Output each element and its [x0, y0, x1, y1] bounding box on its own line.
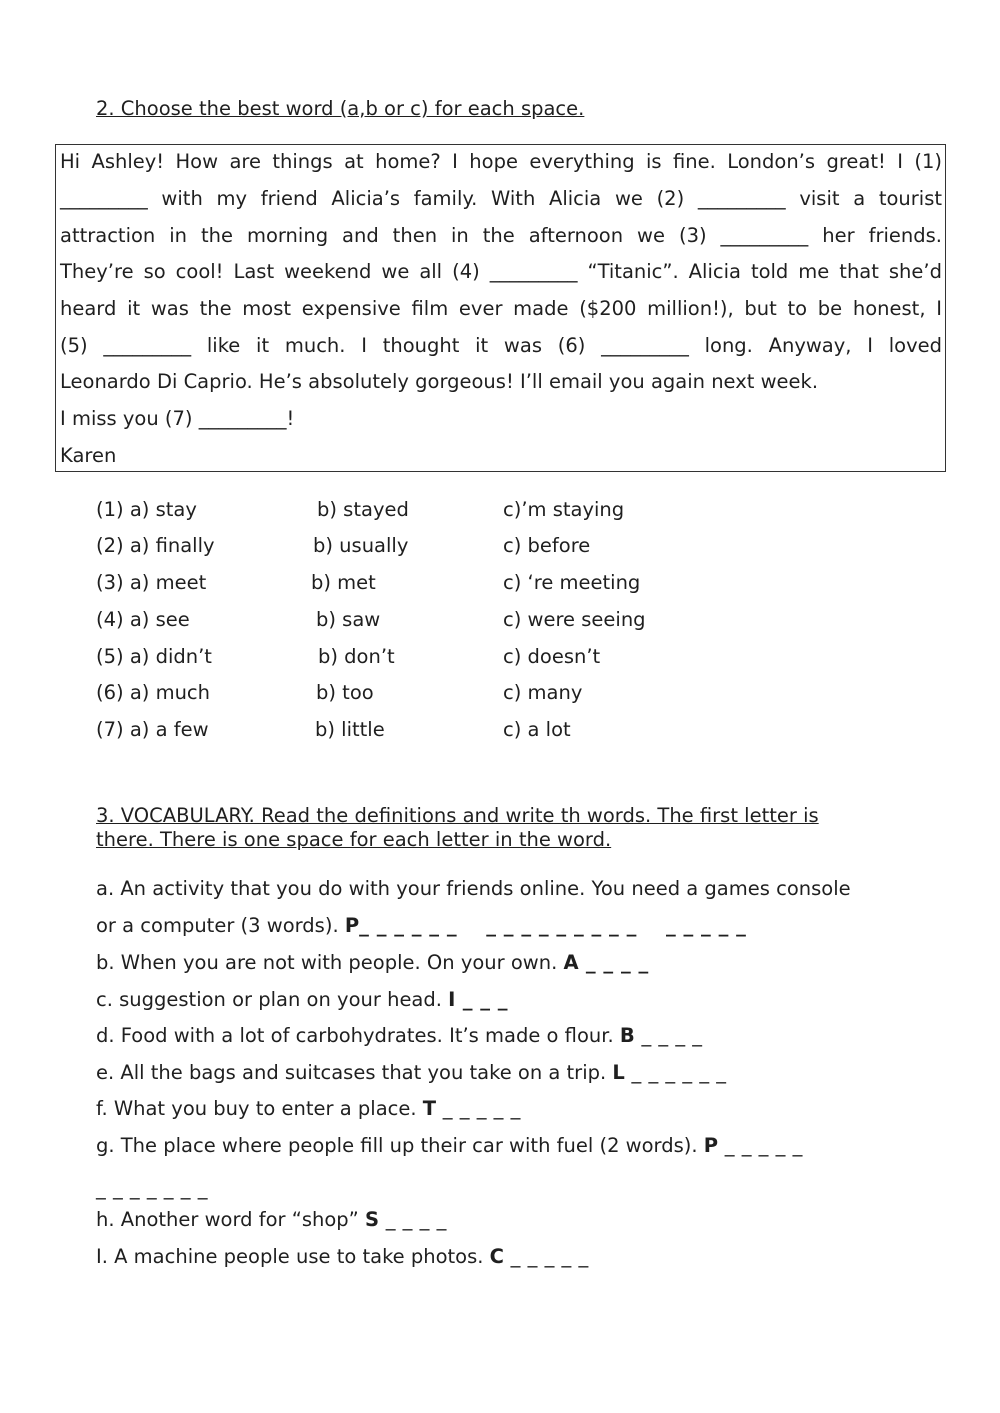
vocab-item-e-letter: L [612, 1061, 625, 1084]
vocab-item-b-letter: A [563, 951, 579, 974]
option-5a: (5) a) didn’t [96, 645, 212, 668]
vocab-item-c-letter: I [448, 988, 456, 1011]
option-7c: c) a lot [503, 718, 571, 741]
vocab-item-a-letter: P [344, 914, 360, 937]
vocab-item-h-text: h. Another word for “shop” [96, 1208, 365, 1231]
option-4b: b) saw [316, 608, 381, 631]
vocab-item-a-line-1: a. An activity that you do with your friends online. You need a games console [96, 877, 851, 900]
vocab-item-d [96, 1021, 703, 1051]
vocab-item-a-blanks: _ _ _ _ _ _ _ _ _ _ _ _ _ _ _ _ _ _ _ _ [359, 914, 747, 937]
vocab-item-g-blanks: _ _ _ _ _ [718, 1134, 803, 1157]
section-3-heading-line-2: there. There is one space for each letter in the word. [96, 828, 612, 851]
vocab-item-h-blanks: _ _ _ _ [379, 1208, 447, 1231]
section-2-heading: 2. Choose the best word (a,b or c) for each space. [96, 97, 585, 120]
vocab-item-a-line-2 [96, 911, 746, 941]
vocab-item-a-text: or a computer (3 words). [96, 914, 345, 937]
vocab-item-i-letter: C [489, 1245, 504, 1268]
option-4a: (4) a) see [96, 608, 190, 631]
vocab-item-g-text: g. The place where people fill up their car with fuel (2 words). [96, 1134, 704, 1157]
vocab-item-h [96, 1205, 447, 1235]
letter-signature: Karen [60, 444, 117, 467]
vocab-item-d-letter: B [619, 1024, 635, 1047]
option-6a: (6) a) much [96, 681, 211, 704]
letter-line-3: attraction in the morning and then in the afternoon we (3) _________ her friends. [60, 224, 942, 247]
letter-line-1: Hi Ashley! How are things at home? I hope everything is fine. London’s great! I (1) [60, 150, 942, 173]
vocab-item-c-blanks: _ _ _ [455, 988, 509, 1011]
vocab-item-i-blanks: _ _ _ _ _ [503, 1245, 589, 1268]
vocab-item-i-text: I. A machine people use to take photos. [96, 1245, 490, 1268]
option-6c: c) many [503, 681, 583, 704]
vocab-item-b [96, 948, 649, 978]
vocab-item-d-blanks: _ _ _ _ [634, 1024, 703, 1047]
option-5c: c) doesn’t [503, 645, 601, 668]
option-3a: (3) a) meet [96, 571, 207, 594]
option-5b: b) don’t [318, 645, 395, 668]
section-3-heading-line-1: 3. VOCABULARY. Read the definitions and write th words. The first letter is [96, 804, 819, 827]
vocab-item-e-blanks: _ _ _ _ _ _ [624, 1061, 727, 1084]
option-3b: b) met [311, 571, 376, 594]
option-6b: b) too [316, 681, 374, 704]
option-2b: b) usually [313, 534, 409, 557]
option-1c: c)’m staying [503, 498, 625, 521]
letter-line-5: heard it was the most expensive film ever made ($200 million!), but to be honest, I [60, 297, 942, 320]
vocab-item-g [96, 1131, 803, 1161]
letter-line-6: (5) _________ like it much. I thought it was (6) _________ long. Anyway, I loved [60, 334, 942, 357]
option-7a: (7) a) a few [96, 718, 209, 741]
option-1a: (1) a) stay [96, 498, 197, 521]
option-7b: b) little [315, 718, 385, 741]
vocab-item-g-line-2: _ _ _ _ _ _ _ [96, 1177, 208, 1200]
letter-line-8: I miss you (7) _________! [60, 407, 295, 430]
option-3c: c) ‘re meeting [503, 571, 641, 594]
option-2a: (2) a) finally [96, 534, 215, 557]
vocab-item-f [96, 1094, 521, 1124]
vocab-item-c-text: c. suggestion or plan on your head. [96, 988, 449, 1011]
letter-line-7: Leonardo Di Caprio. He’s absolutely gorgeous! I’ll email you again next week. [60, 370, 819, 393]
vocab-item-i [96, 1242, 589, 1272]
letter-line-4: They’re so cool! Last weekend we all (4) _________ “Titanic”. Alicia told me that she’d [60, 260, 942, 283]
vocab-item-g-letter: P [703, 1134, 719, 1157]
vocab-item-e [96, 1058, 727, 1088]
option-4c: c) were seeing [503, 608, 646, 631]
letter-line-2: _________ with my friend Alicia’s family. With Alicia we (2) _________ visit a tourist [60, 187, 942, 210]
vocab-item-f-letter: T [422, 1097, 437, 1120]
vocab-item-c [96, 985, 508, 1015]
option-2c: c) before [503, 534, 591, 557]
vocab-item-e-text: e. All the bags and suitcases that you take on a trip. [96, 1061, 613, 1084]
vocab-item-d-text: d. Food with a lot of carbohydrates. It’s made o flour. [96, 1024, 620, 1047]
vocab-item-f-blanks: _ _ _ _ _ [436, 1097, 521, 1120]
vocab-item-b-blanks: _ _ _ _ [578, 951, 649, 974]
option-1b: b) stayed [317, 498, 409, 521]
vocab-item-f-text: f. What you buy to enter a place. [96, 1097, 423, 1120]
vocab-item-b-text: b. When you are not with people. On your own. [96, 951, 564, 974]
vocab-item-h-letter: S [364, 1208, 380, 1231]
